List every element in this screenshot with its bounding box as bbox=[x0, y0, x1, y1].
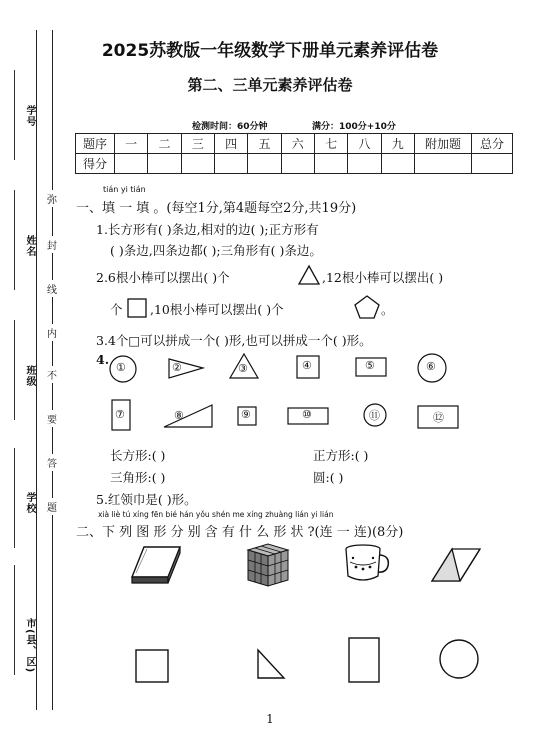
section2-pinyin: xià liè tú xíng fēn bié hán yǒu shén me xíng zhuàng lián yi lián bbox=[98, 510, 334, 519]
square-shape[interactable] bbox=[134, 648, 170, 684]
shape-6-circle bbox=[416, 352, 448, 388]
section2-heading: 二、下 列 图 形 分 别 含 有 什 么 形 状 ?(连 一 连)(8分) bbox=[76, 525, 404, 540]
shape-10-label: ⑩ bbox=[302, 408, 312, 421]
shape-2-triangle bbox=[167, 356, 205, 384]
seal-char: 题 bbox=[46, 498, 58, 515]
question-2-line-1b: ,12根小棒可以摆出( ) bbox=[322, 270, 444, 285]
column-header: 九 bbox=[381, 134, 414, 154]
seal-char: 线 bbox=[46, 280, 58, 297]
question-4-number: 4. bbox=[96, 352, 110, 367]
shape-5-label: ⑤ bbox=[365, 359, 375, 372]
full-score: 满分：100分+10分 bbox=[312, 122, 396, 132]
triangular-prism-icon[interactable] bbox=[428, 545, 484, 585]
fill-line-class[interactable] bbox=[14, 320, 15, 420]
page-subtitle: 第二、三单元素养评估卷 bbox=[187, 76, 353, 94]
shape-11-label: ⑪ bbox=[369, 409, 380, 422]
fill-line-school[interactable] bbox=[14, 448, 15, 548]
section1-heading: 一、填 一 填 。(每空1分,第4题每空2分,共19分) bbox=[76, 201, 357, 216]
shape-12-rectangle bbox=[416, 404, 460, 434]
seal-char: 答 bbox=[46, 454, 58, 471]
score-cell[interactable] bbox=[181, 154, 214, 174]
shape-4-square bbox=[295, 354, 321, 384]
column-header: 四 bbox=[214, 134, 247, 154]
column-header: 一 bbox=[115, 134, 148, 154]
triangle-icon bbox=[297, 264, 321, 286]
seal-char: 封 bbox=[46, 236, 58, 253]
column-header: 三 bbox=[181, 134, 214, 154]
score-cell[interactable] bbox=[214, 154, 247, 174]
seal-char: 不 bbox=[46, 366, 58, 383]
question-1-line-2: ( )条边,四条边都( );三角形有( )条边。 bbox=[110, 243, 322, 258]
shape-8-label: ⑧ bbox=[174, 409, 184, 422]
column-header: 总分 bbox=[472, 134, 513, 154]
right-triangle-shape[interactable] bbox=[254, 646, 288, 682]
score-cell[interactable] bbox=[314, 154, 347, 174]
row-header: 得分 bbox=[76, 154, 115, 174]
shape-3-triangle bbox=[228, 352, 260, 384]
question-3: 3.4个□可以拼成一个( )形,也可以拼成一个( )形。 bbox=[96, 333, 372, 348]
score-cell[interactable] bbox=[381, 154, 414, 174]
shape-5-rectangle bbox=[354, 356, 388, 382]
table-row bbox=[76, 134, 513, 154]
shape-8-triangle bbox=[162, 403, 214, 433]
score-cell[interactable] bbox=[148, 154, 181, 174]
shape-6-label: ⑥ bbox=[426, 360, 436, 373]
column-header: 附加题 bbox=[415, 134, 472, 154]
fill-line-city[interactable] bbox=[14, 565, 15, 675]
shape-9-square bbox=[236, 405, 258, 431]
column-header: 五 bbox=[248, 134, 281, 154]
fill-line-name[interactable] bbox=[14, 190, 15, 290]
margin-label-student-id: 学号 bbox=[24, 105, 35, 127]
answer-squares: 正方形:( ) bbox=[313, 448, 369, 463]
column-header: 八 bbox=[348, 134, 381, 154]
book-icon[interactable] bbox=[128, 543, 184, 587]
pentagon-icon bbox=[353, 294, 381, 320]
page-title: 2025苏教版一年级数学下册单元素养评估卷 bbox=[101, 41, 439, 61]
seal-char: 内 bbox=[46, 324, 58, 341]
question-2-line-2a: 个 bbox=[110, 302, 123, 317]
answer-triangles: 三角形:( ) bbox=[110, 470, 166, 485]
margin-label-city: 市(县、区) bbox=[24, 618, 35, 674]
column-header: 七 bbox=[314, 134, 347, 154]
score-table bbox=[75, 133, 513, 174]
shape-4-label: ④ bbox=[302, 359, 312, 372]
section1-pinyin: tián yi tián bbox=[103, 185, 146, 194]
exam-time: 检测时间：60分钟 bbox=[192, 122, 268, 132]
shape-12-label: ⑫ bbox=[433, 411, 444, 424]
table-row bbox=[76, 154, 513, 174]
rubiks-cube-icon[interactable] bbox=[244, 540, 292, 590]
question-2-line-2b: ,10根小棒可以摆出( )个 bbox=[150, 302, 284, 317]
shape-7-label: ⑦ bbox=[115, 408, 125, 421]
row-header: 题序 bbox=[76, 134, 115, 154]
shape-3-label: ③ bbox=[238, 362, 248, 375]
shape-2-label: ② bbox=[172, 361, 182, 374]
seal-char: 弥 bbox=[46, 190, 58, 207]
answer-rectangles: 长方形:( ) bbox=[110, 448, 166, 463]
cup-icon[interactable] bbox=[342, 542, 392, 586]
shape-7-rectangle bbox=[110, 398, 132, 436]
margin-label-school: 学校 bbox=[24, 492, 35, 514]
seal-char: 要 bbox=[46, 410, 58, 427]
answer-circles: 圆:( ) bbox=[313, 470, 344, 485]
question-1-line-1: 1.长方形有( )条边,相对的边( );正方形有 bbox=[96, 222, 319, 237]
circle-shape[interactable] bbox=[438, 638, 480, 680]
shape-1-circle bbox=[108, 354, 138, 388]
question-5: 5.红领巾是( )形。 bbox=[96, 492, 197, 507]
column-header: 二 bbox=[148, 134, 181, 154]
shape-11-circle bbox=[362, 402, 388, 432]
score-cell[interactable] bbox=[281, 154, 314, 174]
question-2-line-1a: 2.6根小棒可以摆出( )个 bbox=[96, 270, 230, 285]
question-2-line-2c: 。 bbox=[381, 302, 394, 317]
score-cell[interactable] bbox=[472, 154, 513, 174]
margin-label-class: 班级 bbox=[24, 365, 35, 387]
margin-label-name: 姓名 bbox=[24, 235, 35, 257]
rectangle-shape[interactable] bbox=[347, 636, 381, 684]
page-number: 1 bbox=[266, 712, 274, 726]
score-cell[interactable] bbox=[348, 154, 381, 174]
score-cell[interactable] bbox=[415, 154, 472, 174]
shape-10-rectangle bbox=[286, 406, 330, 430]
square-icon bbox=[126, 297, 148, 319]
shape-1-label: ① bbox=[116, 361, 126, 374]
shape-9-label: ⑨ bbox=[241, 408, 251, 421]
score-cell[interactable] bbox=[115, 154, 148, 174]
column-header: 六 bbox=[281, 134, 314, 154]
score-cell[interactable] bbox=[248, 154, 281, 174]
